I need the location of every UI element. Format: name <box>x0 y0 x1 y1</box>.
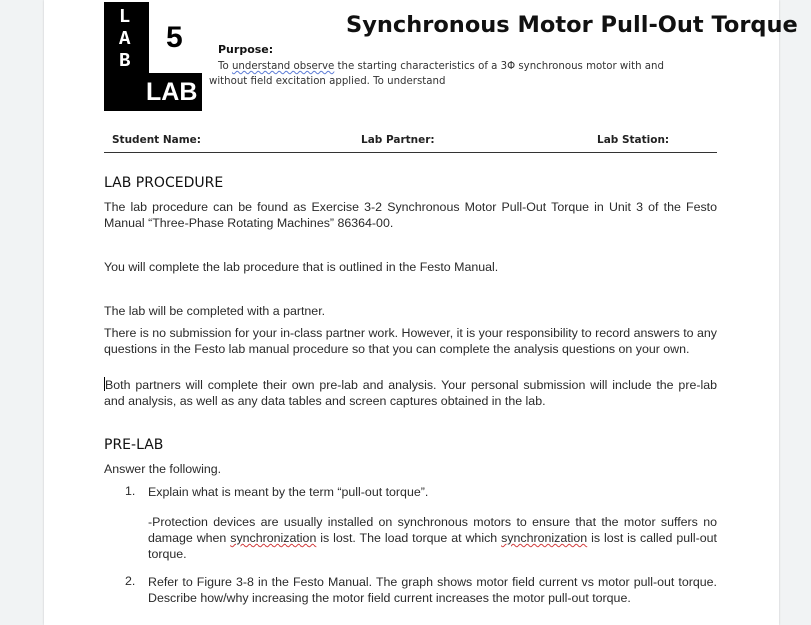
procedure-paragraph-4[interactable]: There is no submission for your in-class partner work. However, it is your responsibility to record answers to any questions in the Festo lab manual procedure so that you can complete the analysis questions on your own. <box>104 326 717 356</box>
student-info-row <box>104 128 717 153</box>
purpose-text[interactable]: To understand observe the starting characteristics of a 3Φ synchronous motor with and without field excitation applied. To understand <box>209 61 664 87</box>
lab-station-label: Lab Station: <box>597 134 670 146</box>
logo-word: LAB <box>146 78 198 106</box>
spellcheck-flag[interactable]: synchronization <box>230 531 317 545</box>
procedure-paragraph-3[interactable]: The lab will be completed with a partner. <box>104 304 326 318</box>
spellcheck-flag[interactable]: synchronization <box>501 531 588 545</box>
lab-partner-label: Lab Partner: <box>361 134 435 146</box>
question-2-number: 2. <box>125 574 136 588</box>
logo-letter-b: B <box>119 50 131 72</box>
student-name-label: Student Name: <box>112 134 201 146</box>
prelab-intro[interactable]: Answer the following. <box>104 462 222 476</box>
logo-number: 5 <box>166 21 183 54</box>
logo-letter-a: A <box>119 28 131 50</box>
procedure-paragraph-5[interactable]: Both partners will complete their own pre-lab and analysis. Your personal submission will include the pre-lab and analysis, as well as any data tables and screen captures obtained in the lab. <box>104 378 717 408</box>
procedure-paragraph-2[interactable]: You will complete the lab procedure that is outlined in the Festo Manual. <box>104 260 499 274</box>
procedure-paragraph-1[interactable]: The lab procedure can be found as Exercise 3-2 Synchronous Motor Pull-Out Torque in Unit 3 of the Festo Manual “Three-Phase Rotating Machines” 86364-00. <box>104 200 717 230</box>
question-1-number: 1. <box>125 484 136 498</box>
page-title: Synchronous Motor Pull-Out Torque <box>346 12 798 38</box>
lab-logo <box>104 2 202 111</box>
question-2[interactable]: Refer to Figure 3-8 in the Festo Manual. The graph shows motor field current vs motor pull-out torque. Describe how/why increasing the motor field current increases the motor pull-out torque. <box>148 575 717 605</box>
lab-procedure-heading: LAB PROCEDURE <box>104 175 224 191</box>
question-1[interactable]: Explain what is meant by the term “pull-out torque”. <box>148 485 429 499</box>
logo-letter-l: L <box>119 6 131 28</box>
spellcheck-flag[interactable]: understand observe <box>231 61 335 72</box>
purpose-label: Purpose: <box>218 43 274 56</box>
document-page <box>44 0 798 625</box>
prelab-heading: PRE-LAB <box>104 437 164 453</box>
answer-1[interactable]: -Protection devices are usually installed on synchronous motors to ensure that the motor suffers no damage when synchronization is lost. The load torque at which synchronization is lost is called pull-out torque. <box>148 515 717 561</box>
